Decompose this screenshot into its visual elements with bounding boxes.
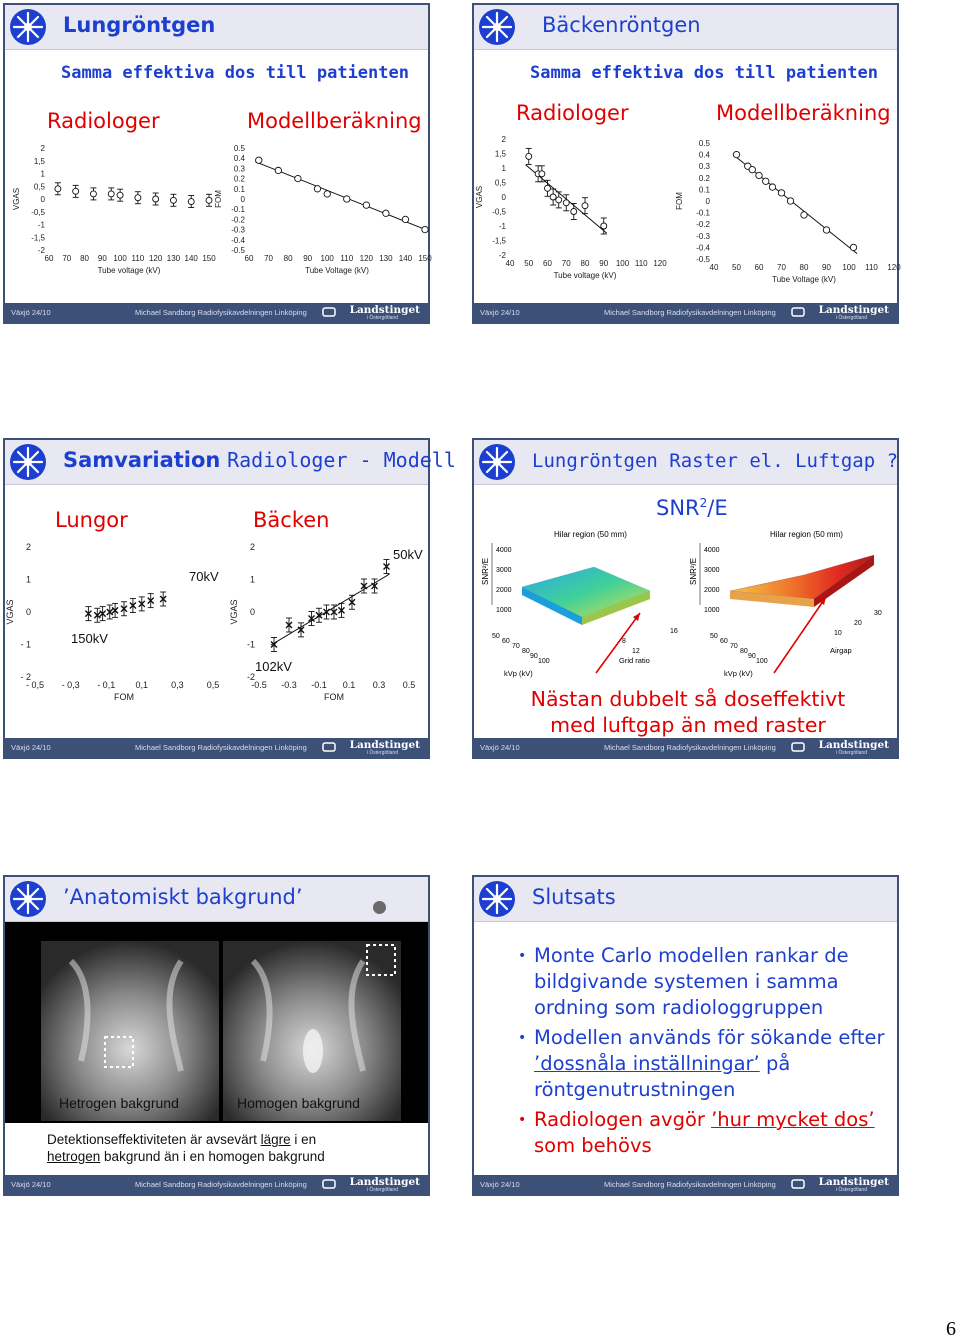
xray-left-image	[41, 941, 219, 1121]
right-axis-b: Airgap	[830, 646, 852, 655]
data-point	[206, 197, 212, 203]
x-tick-label: 110	[865, 263, 878, 272]
x-tick-label: 60	[244, 254, 254, 263]
y-tick-label: -0.4	[231, 235, 245, 245]
x-tick-label: 50	[524, 259, 534, 268]
y-tick-label: 0	[249, 607, 255, 617]
y-tick-label: 0.2	[233, 174, 245, 184]
y-tick-label: 0,5	[494, 178, 506, 188]
slide-footer	[5, 303, 428, 322]
footer-org-sub: i Östergötland	[835, 1187, 867, 1193]
y-axis-title: VGAS	[229, 599, 239, 625]
bullet-3-part: som behövs	[534, 1134, 652, 1157]
footer-author: Michael Sandborg Radiofysikavdelningen Linköping	[135, 743, 307, 752]
y-tick-label: 1,5	[494, 149, 506, 159]
footer-author: Michael Sandborg Radiofysikavdelningen Linköping	[604, 308, 776, 317]
caption-text	[47, 1131, 325, 1165]
y-tick-label: -1	[246, 639, 255, 650]
annotation-70kv: 70kV	[189, 569, 219, 584]
left-chart-label: Radiologer	[516, 101, 629, 125]
caption-box	[5, 1123, 428, 1175]
x-tick-label: 0,5	[206, 680, 220, 690]
landstinget-logo-icon	[791, 741, 805, 753]
left-z-tick: 3000	[496, 567, 512, 574]
data-point	[787, 198, 793, 204]
slide-header	[5, 877, 428, 922]
left-tick-a: 100	[538, 658, 550, 665]
x-tick-label: 110	[131, 254, 145, 263]
xray-images	[41, 941, 405, 1121]
x-tick-label: 150	[202, 254, 216, 263]
snowflake-logo-icon	[9, 880, 47, 918]
slide-footer	[474, 303, 897, 322]
left-axis-a: kVp (kV)	[504, 669, 533, 678]
slide-lungrontgen	[3, 3, 430, 324]
conclusion-line-2: med luftgap än med raster	[550, 713, 826, 737]
x-tick-label: 140	[184, 254, 198, 263]
data-point	[383, 210, 389, 216]
data-point	[823, 227, 829, 233]
data-point	[188, 199, 194, 205]
right-tick-a: 90	[748, 653, 756, 660]
y-tick-label: 0,5	[33, 182, 45, 192]
footer-org: Landstinget	[349, 304, 420, 316]
left-chart-label: Lungor	[55, 508, 128, 532]
footer-page: Växjö 24/10	[11, 1180, 51, 1189]
label-homogen: Homogen bakgrund	[237, 1095, 360, 1111]
x-tick-label: 130	[166, 254, 181, 263]
slide-raster-luftgap	[472, 438, 899, 759]
x-tick-label: 60	[754, 263, 764, 272]
slide-footer	[5, 1175, 428, 1194]
bullet-2-underlined: ’dossnåla inställningar’	[534, 1052, 760, 1075]
x-tick-label: 100	[615, 259, 630, 268]
left-z-tick: 4000	[496, 547, 512, 554]
right-tick-b: 20	[854, 620, 862, 627]
x-tick-label: 110	[634, 259, 648, 268]
data-point	[314, 186, 320, 192]
annotation-150kv: 150kV	[71, 631, 108, 646]
snowflake-logo-icon	[478, 880, 516, 918]
footer-org: Landstinget	[818, 304, 889, 316]
y-tick-label: 0	[25, 607, 31, 617]
left-chart-label: Radiologer	[47, 109, 160, 133]
footer-author: Michael Sandborg Radiofysikavdelningen Linköping	[135, 1180, 307, 1189]
y-axis-title: VGAS	[12, 187, 21, 211]
x-tick-label: 100	[113, 254, 127, 263]
footer-page: Växjö 24/10	[480, 743, 520, 752]
landstinget-logo-icon	[791, 1178, 805, 1190]
caption-part: Detektionseffektiviteten är avsevärt	[47, 1132, 261, 1147]
x-axis-title: FOM	[324, 692, 344, 702]
data-point	[850, 244, 856, 250]
data-point	[563, 200, 569, 206]
x-tick-label: 100	[320, 254, 334, 263]
slide3-charts	[5, 535, 428, 725]
data-point	[422, 226, 428, 232]
y-axis-title: VGAS	[5, 599, 15, 625]
slide-anatomiskt-bakgrund	[3, 875, 430, 1196]
data-point	[153, 196, 159, 202]
footer-org-sub: i Östergötland	[366, 1187, 398, 1193]
y-tick-label: -1,5	[492, 236, 506, 246]
y-tick-label: -0.3	[696, 231, 710, 241]
data-point	[117, 192, 123, 198]
bullet-3-underlined: ’hur mycket dos’	[711, 1108, 875, 1131]
slide-footer	[5, 738, 428, 757]
x-tick-label: 120	[887, 263, 901, 272]
data-point	[749, 166, 755, 172]
slide-header	[474, 877, 897, 922]
y-tick-label: -1	[37, 220, 45, 230]
slide4-surface-plots	[474, 525, 897, 685]
y-tick-label: 2	[249, 542, 255, 552]
data-point	[275, 167, 281, 173]
x-tick-label: 150	[418, 254, 432, 263]
y-tick-label: - 2	[20, 672, 31, 682]
y-tick-label: -1	[498, 222, 506, 231]
y-axis-title: FOM	[675, 192, 684, 210]
right-tick-a: 100	[756, 658, 768, 665]
data-point	[571, 209, 577, 215]
x-tick-label: -0.1	[311, 680, 327, 690]
slide-title: Slutsats	[532, 885, 616, 909]
y-tick-label: -0.2	[696, 220, 710, 230]
fit-line	[271, 574, 390, 645]
left-surface	[522, 567, 650, 617]
y-tick-label: -0,5	[31, 207, 45, 217]
data-point	[55, 186, 61, 192]
y-tick-label: -0,5	[492, 207, 506, 217]
x-tick-label: - 0,1	[97, 680, 116, 690]
x-tick-label: - 0,5	[25, 680, 45, 690]
landstinget-logo-icon	[322, 741, 336, 753]
page-number: 6	[946, 1318, 956, 1340]
slide-title-b: Radiologer - Modell	[227, 448, 456, 472]
data-point	[295, 175, 301, 181]
slide1-charts	[5, 140, 432, 290]
x-tick-label: 90	[97, 254, 107, 263]
data-point	[402, 216, 408, 222]
x-tick-label: - 0,3	[61, 680, 80, 690]
x-tick-label: 120	[359, 254, 374, 263]
y-tick-label: 2	[40, 144, 45, 153]
x-axis-title: Tube Voltage (kV)	[305, 266, 369, 275]
right-plot-title: Hilar region (50 mm)	[770, 530, 843, 539]
snr-base: SNR	[656, 496, 700, 520]
label-hetrogen: Hetrogen bakgrund	[59, 1095, 179, 1111]
slide-subtitle: Samma effektiva dos till patienten	[61, 63, 409, 83]
x-tick-label: 80	[283, 254, 293, 263]
footer-page: Växjö 24/10	[11, 308, 51, 317]
footer-author: Michael Sandborg Radiofysikavdelningen Linköping	[604, 743, 776, 752]
data-point	[170, 197, 176, 203]
slide-footer	[474, 1175, 897, 1194]
x-tick-label: 0.3	[372, 680, 386, 690]
left-tick-a: 90	[530, 653, 538, 660]
right-z-tick: 2000	[704, 587, 720, 594]
y-tick-label: 0	[705, 197, 710, 206]
slide-title-a: Samvariation	[63, 448, 221, 472]
conclusion-text	[518, 686, 858, 738]
x-tick-label: 40	[505, 259, 515, 268]
data-point	[550, 194, 556, 200]
slide-header	[474, 5, 897, 50]
footer-page: Växjö 24/10	[480, 308, 520, 317]
snowflake-logo-icon	[478, 8, 516, 46]
right-chart-label: Modellberäkning	[247, 109, 422, 133]
slide-header	[474, 440, 897, 485]
data-point	[344, 196, 350, 202]
y-tick-label: 1	[25, 574, 31, 585]
x-axis-title: Tube voltage (kV)	[97, 266, 161, 275]
landstinget-logo-icon	[791, 306, 805, 318]
slide-slutsats	[472, 875, 899, 1196]
x-tick-label: 0.1	[342, 680, 356, 690]
x-tick-label: 140	[398, 254, 413, 263]
bullet-3	[534, 1107, 896, 1159]
left-tick-a: 80	[522, 648, 530, 655]
left-z-tick: 1000	[496, 607, 512, 614]
slide-header	[5, 440, 456, 485]
x-tick-label: 90	[303, 254, 313, 263]
y-tick-label: 0.3	[698, 162, 710, 172]
landstinget-logo-icon	[322, 306, 336, 318]
x-tick-label: -0.5	[251, 680, 267, 690]
x-tick-label: 60	[44, 254, 54, 263]
footer-org: Landstinget	[349, 739, 420, 751]
slide-title: Bäckenröntgen	[542, 13, 701, 37]
y-axis-title: VGAS	[475, 185, 484, 209]
slide-footer	[474, 738, 897, 757]
right-tick-b: 10	[834, 630, 842, 637]
y-tick-label: 0	[240, 195, 245, 204]
data-point	[801, 212, 807, 218]
x-tick-label: 110	[340, 254, 354, 263]
data-point	[363, 202, 369, 208]
data-point	[769, 184, 775, 190]
footer-org-sub: i Östergötland	[835, 315, 867, 321]
y-tick-label: -1,5	[31, 233, 45, 243]
x-tick-label: 70	[62, 254, 72, 263]
x-tick-label: 120	[148, 254, 163, 263]
slide-subtitle: Samma effektiva dos till patienten	[530, 63, 878, 83]
data-point	[324, 191, 330, 197]
caption-underlined: lägre	[260, 1132, 291, 1147]
y-tick-label: -0.1	[231, 205, 245, 215]
data-point	[582, 203, 588, 209]
y-tick-label: 0	[501, 193, 506, 202]
x-tick-label: 80	[580, 259, 590, 268]
data-point	[763, 178, 769, 184]
x-tick-label: 130	[379, 254, 393, 263]
snowflake-logo-icon	[478, 443, 516, 481]
slide-title: Lungröntgen	[63, 13, 216, 37]
slide-title: Lungröntgen Raster el. Luftgap ?	[532, 450, 899, 472]
conclusion-line-1: Nästan dubbelt så doseffektivt	[530, 687, 846, 711]
annotation-102kv: 102kV	[255, 659, 292, 674]
right-tick-b: 30	[874, 610, 882, 617]
y-tick-label: -2	[498, 251, 506, 260]
footer-org: Landstinget	[818, 739, 889, 751]
x-tick-label: 80	[80, 254, 90, 263]
y-tick-label: 0.2	[698, 173, 710, 183]
data-point	[756, 172, 762, 178]
footer-page: Växjö 24/10	[480, 1180, 520, 1189]
slide-title	[63, 448, 456, 472]
y-tick-label: -0.5	[231, 246, 245, 255]
caption-underlined: hetrogen	[47, 1149, 101, 1164]
data-point	[256, 157, 262, 163]
slide-backenrontgen	[472, 3, 899, 324]
right-z-tick: 4000	[704, 547, 720, 554]
right-chart-label: Modellberäkning	[716, 101, 891, 125]
x-tick-label: 0,1	[135, 680, 149, 690]
footer-page: Växjö 24/10	[11, 743, 51, 752]
y-tick-label: -0.4	[696, 243, 710, 253]
y-tick-label: 1	[40, 169, 45, 179]
footer-org-sub: i Östergötland	[366, 315, 398, 321]
x-tick-label: 50	[732, 263, 741, 272]
y-tick-label: 0.5	[233, 144, 245, 153]
left-tick-a: 50	[492, 633, 500, 640]
x-axis-title: Tube Voltage (kV)	[772, 275, 836, 284]
x-axis-title: Tube voltage (kV)	[553, 271, 617, 280]
x-tick-label: 60	[543, 259, 552, 268]
data-point	[73, 188, 79, 194]
left-tick-a: 70	[512, 643, 520, 650]
y-axis-title: FOM	[214, 190, 223, 208]
snr-label	[656, 496, 728, 520]
x-tick-label: 40	[709, 263, 719, 272]
xray-bright-spot	[303, 1029, 323, 1073]
footer-org-sub: i Östergötland	[835, 750, 867, 756]
y-tick-label: 2	[25, 542, 31, 552]
y-tick-label: 0.1	[233, 184, 245, 194]
data-point	[539, 171, 545, 177]
bullet-2	[534, 1025, 896, 1103]
footer-org: Landstinget	[349, 1176, 420, 1188]
footer-org: Landstinget	[818, 1176, 889, 1188]
landstinget-logo-icon	[322, 1178, 336, 1190]
slide-samvariation	[3, 438, 456, 759]
x-tick-label: 70	[264, 254, 274, 263]
dot-icon	[373, 901, 386, 914]
data-point	[526, 153, 532, 159]
y-tick-label: 2	[501, 135, 506, 144]
y-tick-label: 0.3	[233, 164, 245, 174]
left-plot-title: Hilar region (50 mm)	[554, 530, 627, 539]
caption-part: bakgrund än i en homogen bakgrund	[100, 1149, 325, 1164]
snr-sup: 2	[699, 496, 708, 510]
y-tick-label: 0.5	[698, 139, 710, 148]
data-point	[601, 223, 607, 229]
slide-header	[5, 5, 428, 50]
right-axis-a: kVp (kV)	[724, 669, 753, 678]
data-point	[778, 190, 784, 196]
y-tick-label: 1	[501, 164, 506, 173]
x-tick-label: 80	[799, 263, 809, 272]
y-tick-label: -0.5	[696, 255, 710, 264]
x-tick-label: -0.3	[281, 680, 297, 690]
x-tick-label: 0.5	[402, 680, 416, 690]
y-tick-label: 0.1	[698, 185, 710, 195]
y-tick-label: 1	[249, 574, 255, 585]
left-tick-b: 12	[632, 648, 640, 655]
bullet-2-part: på röntgenutrustningen	[534, 1052, 791, 1101]
snr-tail: /E	[707, 496, 728, 520]
caption-part: i en	[290, 1132, 317, 1147]
x-axis-title: FOM	[114, 692, 134, 702]
right-tick-a: 80	[740, 648, 748, 655]
x-tick-label: 70	[777, 263, 786, 272]
annotation-50kv: 50kV	[393, 547, 423, 562]
bullet-1: • Monte Carlo modellen rankar de bildgivande systemen i samma ordning som radiologgruppen	[534, 943, 896, 1021]
right-z-axis-label: SNR²/E	[689, 557, 698, 585]
y-tick-label: -0.2	[231, 215, 245, 225]
conclusion-list	[516, 943, 896, 1163]
footer-author: Michael Sandborg Radiofysikavdelningen Linköping	[604, 1180, 776, 1189]
data-point	[545, 185, 551, 191]
right-z-tick: 1000	[704, 607, 720, 614]
footer-author: Michael Sandborg Radiofysikavdelningen Linköping	[135, 308, 307, 317]
arrow-icon	[774, 597, 826, 673]
y-tick-label: 0.4	[698, 150, 710, 160]
slide2-charts	[474, 133, 901, 293]
right-tick-a: 70	[730, 643, 738, 650]
data-point	[90, 191, 96, 197]
y-tick-label: -2	[246, 672, 255, 682]
left-tick-a: 60	[502, 638, 510, 645]
data-point	[135, 195, 141, 201]
y-tick-label: 0	[40, 195, 45, 204]
slide-title: ’Anatomiskt bakgrund’	[63, 885, 303, 909]
bullet-2-part: Modellen används för sökande efter	[534, 1026, 885, 1049]
y-tick-label: - 1	[20, 639, 31, 650]
x-tick-label: 100	[842, 263, 856, 272]
footer-org-sub: i Östergötland	[366, 750, 398, 756]
snowflake-logo-icon	[9, 8, 47, 46]
data-point	[108, 191, 114, 197]
bullet-3-part: Radiologen avgör	[534, 1108, 712, 1131]
right-tick-a: 50	[710, 633, 718, 640]
y-tick-label: 1,5	[33, 156, 45, 166]
y-tick-label: -0.1	[696, 208, 710, 218]
right-tick-a: 60	[720, 638, 728, 645]
x-tick-label: 0,3	[171, 680, 184, 690]
y-tick-label: -0.3	[231, 225, 245, 235]
y-tick-label: -2	[37, 246, 45, 255]
left-axis-b: Grid ratio	[619, 656, 650, 665]
data-point	[556, 197, 562, 203]
x-tick-label: 90	[822, 263, 831, 272]
x-tick-label: 70	[561, 259, 571, 268]
snowflake-logo-icon	[9, 443, 47, 481]
left-tick-b: 8	[622, 638, 626, 645]
x-tick-label: 120	[653, 259, 667, 268]
x-tick-label: 90	[599, 259, 609, 268]
y-tick-label: 0.4	[233, 154, 245, 164]
right-chart-label: Bäcken	[253, 508, 330, 532]
left-z-axis-label: SNR²/E	[481, 557, 490, 585]
right-z-tick: 3000	[704, 567, 720, 574]
left-tick-b: 16	[670, 628, 678, 635]
left-z-tick: 2000	[496, 587, 512, 594]
data-point	[733, 151, 739, 157]
